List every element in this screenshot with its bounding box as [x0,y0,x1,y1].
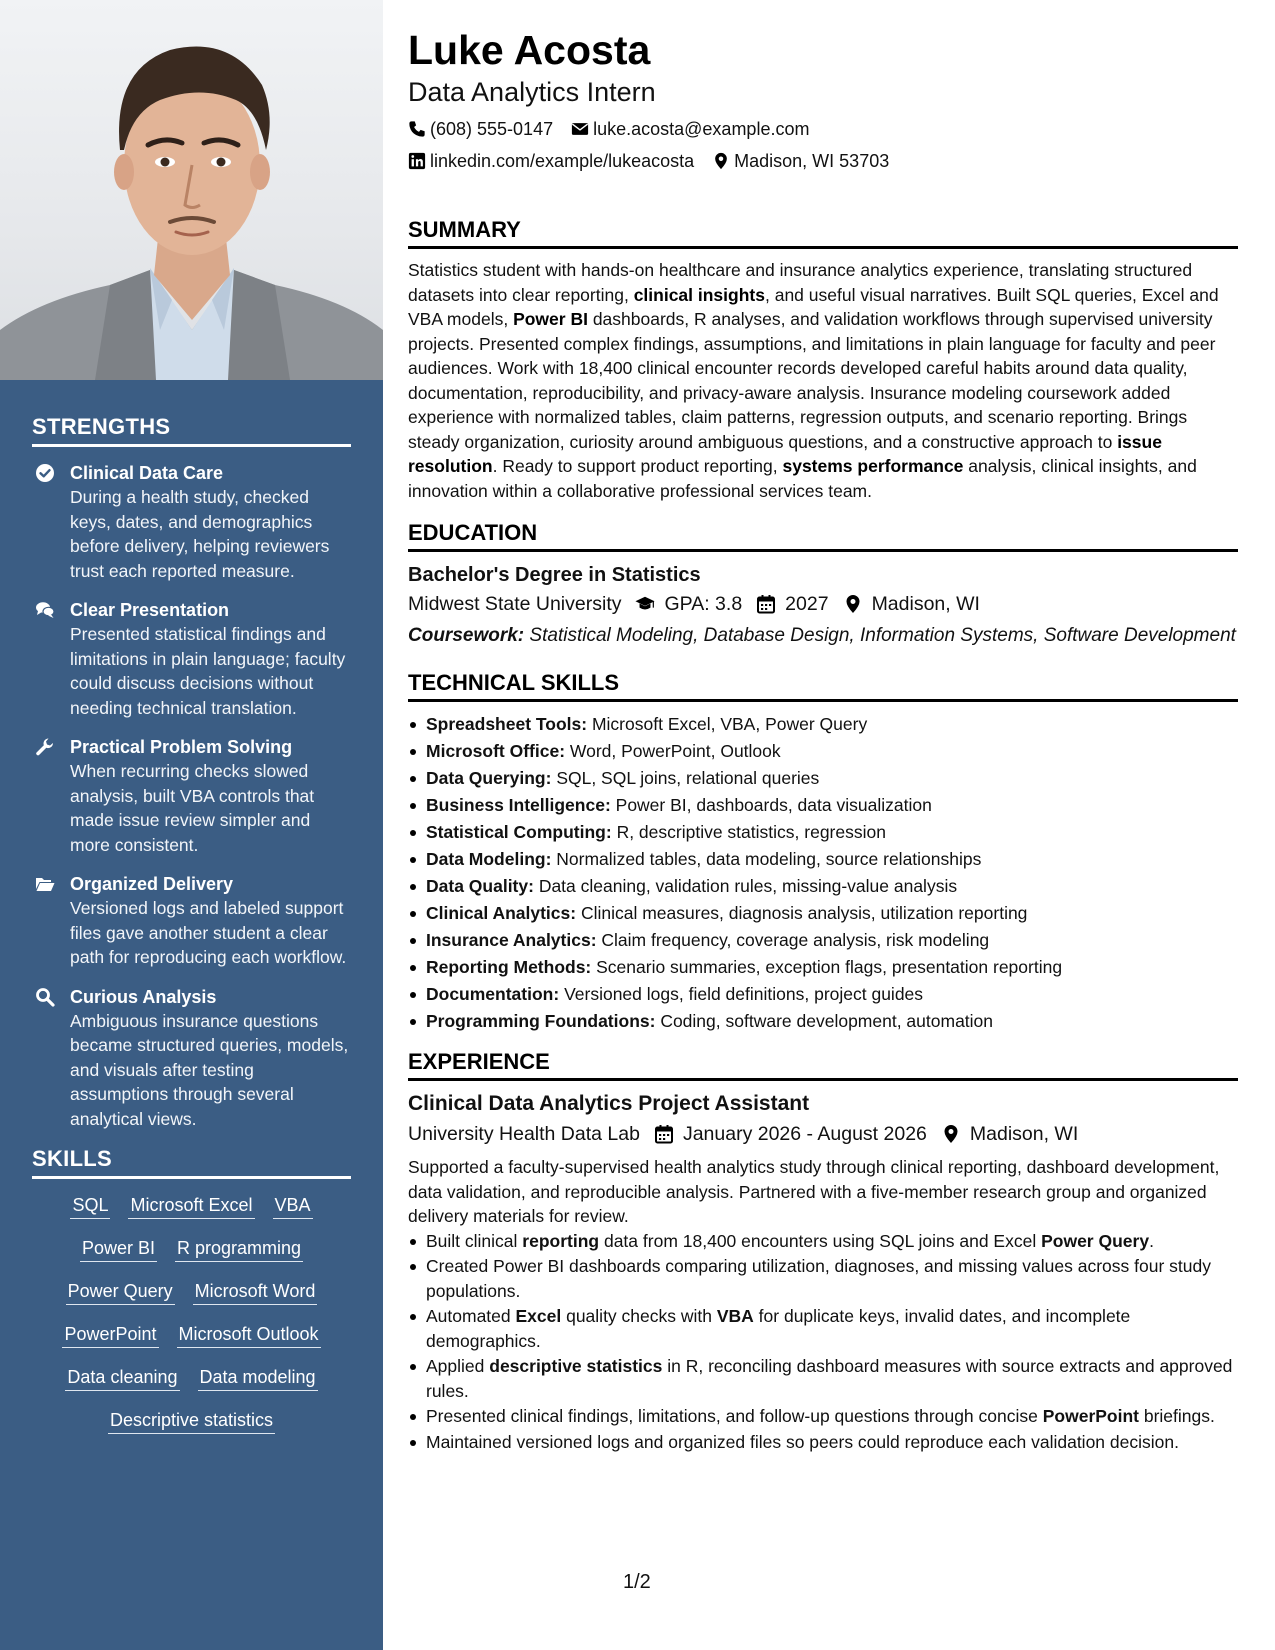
email-contact[interactable] [571,117,809,141]
skill-label: Business Intelligence: [426,795,611,815]
contact-row [408,117,1238,141]
strength-item [32,985,352,1132]
skill-label: Spreadsheet Tools: [426,714,588,734]
candidate-role: Data Analytics Intern [408,77,656,107]
strength-item [32,872,352,970]
skill-value: SQL, SQL joins, relational queries [551,768,820,788]
coursework-text: Statistical Modeling, Database Design, Information Systems, Software Development [524,625,1236,646]
portrait-illustration [0,0,383,380]
skill-label: Insurance Analytics: [426,930,597,950]
summary-part: , and useful visual narratives. Built SQL queries, Excel and VBA models, [408,284,1219,329]
bullet-part: Created Power BI dashboards comparing utilization, diagnoses, and missing values across four study populations. [426,1256,1211,1301]
skill-chip: SQL [70,1193,110,1219]
skill-value: R, descriptive statistics, regression [611,822,886,842]
skills-section [32,1146,352,1434]
dates-item [654,1120,927,1148]
bullet-bold: descriptive statistics [489,1356,663,1376]
education-meta [408,590,1238,618]
list-item [408,711,1238,738]
skill-label: Programming Foundations: [426,1011,656,1031]
bullet-part: briefings. [1139,1406,1215,1426]
skill-value: Versioned logs, field definitions, project guides [559,984,924,1004]
org-text: University Health Data Lab [408,1123,640,1145]
skill-chip: Data cleaning [65,1365,179,1391]
strength-title: Clinical Data Care [70,463,224,483]
edu-location-item [843,590,980,618]
envelope-icon [571,120,589,138]
list-item [408,738,1238,765]
education-section [408,520,1238,648]
organization [408,1120,640,1148]
skill-chip: Data modeling [198,1365,318,1391]
bullet-bold: reporting [522,1230,600,1251]
summary-part: Statistics student with hands-on healthcare and insurance analytics experience, translating structured datasets into clear reporting, [408,260,1193,305]
experience-heading: EXPERIENCE [408,1049,1238,1081]
summary-bold: issue resolution [408,431,1162,476]
summary-bold: systems performance [782,456,964,476]
education-heading: EDUCATION [408,520,1238,552]
bullet-part: data from 18,400 encounters using SQL joins and Excel [599,1230,1042,1251]
strength-item [32,461,352,583]
strength-title: Organized Delivery [70,874,234,894]
map-pin-icon [941,1124,961,1144]
summary-section [408,217,1238,503]
phone-icon [408,120,426,138]
skill-label: Data Modeling: [426,849,552,869]
summary-bold: Power BI [513,309,588,329]
school-name [408,590,621,618]
skill-chip: Power Query [66,1279,175,1305]
skill-chip: Microsoft Word [193,1279,318,1305]
list-item [408,765,1238,792]
skill-chip: R programming [175,1236,303,1262]
list-item [408,819,1238,846]
skill-label: Data Querying: [426,768,552,788]
bullet-part: Built clinical [426,1230,523,1251]
calendar-icon [654,1124,674,1144]
job-title: Clinical Data Analytics Project Assistant [408,1092,810,1115]
bullet-part: for duplicate keys, invalid dates, and incomplete demographics. [426,1306,1131,1351]
bullet-bold: Excel [515,1306,562,1326]
exp-location-text: Madison, WI [969,1123,1079,1145]
graduation-cap-icon [635,594,655,614]
page-number: 1/2 [623,1571,651,1593]
skills-heading: SKILLS [32,1146,351,1179]
list-item [408,873,1238,900]
summary-part: dashboards, R analyses, and validation workflows through supervised university projects. Presented complex findings, assumptions, and limitations in plain language for faculty and peer audiences. Work with 18,400 clinical encounter records developed careful habits around data quality, documentation, reproducibility, and privacy-aware analysis. Insurance modeling coursework added experience with normalized tables, claim patterns, regression outputs, and scenario reporting. Brings steady organization, curiosity around ambiguous questions, and a constructive approach to [408,309,1216,452]
skill-value: Word, PowerPoint, Outlook [565,741,781,761]
skills-chips [32,1193,351,1434]
calendar-icon [756,594,776,614]
school-text: Midwest State University [408,593,622,615]
year-text: 2027 [785,593,829,615]
bullet-part: Automated [426,1306,516,1326]
coursework [408,624,1238,648]
skill-value: Power BI, dashboards, data visualization [610,795,932,815]
list-item [408,1008,1238,1035]
coursework-label: Coursework: [408,625,525,646]
map-pin-icon [843,594,863,614]
bullet-bold: VBA [716,1306,754,1326]
list-item [408,846,1238,873]
search-icon [32,985,70,1132]
technical-skills-section [408,670,1238,1035]
summary-heading: SUMMARY [408,217,1238,249]
bullet-part: Maintained versioned logs and organized files so peers could reproduce each validation decision. [426,1431,1179,1452]
year-item [756,590,828,618]
gpa-item [635,590,742,618]
map-pin-icon [712,152,730,170]
experience-section [408,1049,1238,1454]
linkedin-icon [408,152,426,170]
comments-icon [32,598,70,720]
strength-desc: Ambiguous insurance questions became structured queries, models, and visuals after testing assumptions through several analytical views. [70,1010,349,1129]
list-item [408,1354,1238,1403]
list-item [408,927,1238,954]
phone-text: (608) 555-0147 [430,119,554,139]
skill-label: Data Quality: [426,876,534,896]
skill-value: Data cleaning, validation rules, missing-value analysis [533,876,958,896]
dates-text: January 2026 - August 2026 [682,1123,927,1145]
experience-bullets [408,1229,1238,1455]
main-content [408,0,1238,1455]
gpa-text: GPA: 3.8 [664,593,743,615]
list-item [408,1229,1238,1254]
skill-chip: Power BI [80,1236,157,1262]
skill-value: Scenario summaries, exception flags, presentation reporting [591,957,1063,977]
check-circle-icon [32,461,70,583]
skill-label: Microsoft Office: [426,741,566,761]
bullet-part: Applied [426,1356,490,1376]
technical-skills-list [408,711,1238,1035]
edu-location-text: Madison, WI [871,593,980,615]
skill-chip: Descriptive statistics [108,1408,275,1434]
bullet-part: quality checks with [561,1306,717,1326]
linkedin-text: linkedin.com/example/lukeacosta [430,151,695,171]
summary-text [408,258,1238,503]
sidebar-content [0,380,383,1434]
bullet-part: . [1149,1230,1154,1251]
list-item [408,792,1238,819]
skill-value: Microsoft Excel, VBA, Power Query [587,714,868,734]
strength-item [32,735,352,857]
list-item [408,1430,1238,1455]
strength-title: Practical Problem Solving [70,737,293,757]
strength-title: Clear Presentation [70,600,230,620]
skill-chip: Microsoft Excel [128,1193,254,1219]
location-text: Madison, WI 53703 [734,151,890,171]
bullet-part: Presented clinical findings, limitations, and follow-up questions through concise [426,1406,1043,1426]
strength-title: Curious Analysis [70,986,217,1007]
strength-desc: Versioned logs and labeled support files gave another student a clear path for reproducing each workflow. [70,898,347,967]
skill-label: Documentation: [426,984,560,1004]
skill-value: Claim frequency, coverage analysis, risk modeling [596,930,990,950]
exp-location-item [941,1120,1078,1148]
summary-part: . Ready to support product reporting, [492,456,783,476]
wrench-icon [32,735,70,857]
experience-description: Supported a faculty-supervised health analytics study through clinical reporting, dashboard development, data validation, and reproducible analysis. Partnered with a five-member research group and organized delivery materials for review. [408,1157,1220,1226]
summary-bold: clinical insights [633,284,765,305]
list-item [408,954,1238,981]
bullet-bold: PowerPoint [1042,1406,1139,1426]
list-item [408,1404,1238,1429]
list-item [408,900,1238,927]
bullet-part: in R, reconciling dashboard measures with source extracts and approved rules. [426,1356,1233,1401]
skill-value: Coding, software development, automation [655,1011,994,1031]
strength-item [32,598,352,720]
contact-row [408,149,1238,173]
list-item [408,1254,1238,1303]
strength-desc: Presented statistical findings and limitations in plain language; faculty could discuss decisions without needing technical translation. [70,624,346,718]
linkedin-contact[interactable] [408,149,694,173]
email-text: luke.acosta@example.com [593,119,810,139]
candidate-name: Luke Acosta [408,27,651,73]
skill-label: Clinical Analytics: [426,903,577,923]
folder-open-icon [32,872,70,970]
summary-part: analysis, clinical insights, and innovation within a collaborative professional services team. [408,456,1197,501]
skill-label: Statistical Computing: [426,822,612,842]
strength-desc: During a health study, checked keys, dates, and demographics before delivery, helping reviewers trust each reported measure. [70,487,330,581]
list-item [408,1304,1238,1353]
skill-value: Clinical measures, diagnosis analysis, utilization reporting [576,903,1028,923]
skill-value: Normalized tables, data modeling, source relationships [551,849,982,869]
list-item [408,981,1238,1008]
bullet-bold: Power Query [1041,1230,1150,1251]
degree-title: Bachelor's Degree in Statistics [408,564,701,586]
strength-desc: When recurring checks slowed analysis, built VBA controls that made issue review simpler and more consistent. [70,761,315,855]
phone-contact[interactable] [408,117,553,141]
sidebar [0,0,383,1650]
skill-chip: PowerPoint [62,1322,158,1348]
skill-label: Reporting Methods: [426,957,592,977]
skill-chip: Microsoft Outlook [177,1322,321,1348]
strengths-heading: STRENGTHS [32,414,351,447]
experience-meta [408,1120,1238,1148]
skill-chip: VBA [273,1193,313,1219]
technical-skills-heading: TECHNICAL SKILLS [408,670,1238,702]
profile-photo [0,0,383,380]
location-contact [712,149,889,173]
